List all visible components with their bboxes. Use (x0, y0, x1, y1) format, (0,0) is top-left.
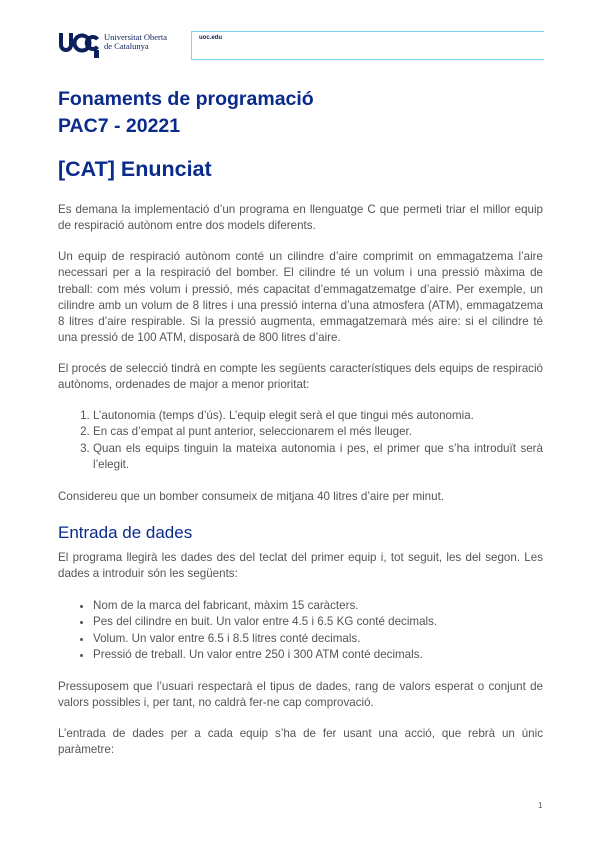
subsection-heading: Entrada de dades (58, 523, 193, 542)
list-item: • Pressió de treball. Un valor entre 250 i 300 ATM conté decimals. (93, 647, 543, 663)
list-item: 1. L’autonomia (temps d’ús). L’equip elegit serà el que tingui més autonomia. (93, 408, 543, 424)
uoc-logo (58, 30, 100, 58)
list-item: • Pes del cilindre en buit. Un valor entre 4.5 i 6.5 KG conté decimals. (93, 614, 543, 630)
intro-paragraph: Es demana la implementació d’un programa en llenguatge C que permeti triar el millor equip de respiració autònom entre dos models diferents. (58, 203, 543, 233)
list-item: 3. Quan els equips tinguin la mateixa autonomia i pes, el primer que s’ha introduït serà l’elegit. (93, 441, 543, 474)
page-number: 1 (538, 801, 543, 810)
input-intro-paragraph: El programa llegirà les dades des del teclat del primer equip i, tot seguit, les del segon. Les dades a introduir són les següents: (58, 551, 543, 581)
course-title: Fonaments de programació (58, 88, 314, 110)
header-label: uoc.edu (199, 35, 223, 41)
section-heading: [CAT] Enunciat (58, 157, 212, 181)
list-item: • Nom de la marca del fabricant, màxim 15 caràcters. (93, 598, 543, 614)
header-top-line (191, 31, 544, 32)
header-bottom-line (191, 59, 544, 60)
action-paragraph: L’entrada de dades per a cada equip s’ha de fer usant una acció, que rebrà un únic paràmetre: (58, 727, 543, 757)
selection-paragraph: El procés de selecció tindrà en compte les següents característiques dels equips de respiració autònoms, ordenades de major a menor prioritat: (58, 362, 543, 392)
list-item: • Volum. Un valor entre 6.5 i 8.5 litres conté decimals. (93, 631, 543, 647)
assignment-code: PAC7 - 20221 (58, 115, 181, 137)
priority-list (58, 408, 543, 473)
consumption-paragraph: Considereu que un bomber consumeix de mitjana 40 litres d’aire per minut. (58, 490, 445, 503)
input-fields-list (58, 598, 543, 663)
header-divider (191, 31, 192, 59)
page-header (58, 27, 544, 63)
assumption-paragraph: Pressuposem que l’usuari respectarà el tipus de dades, rang de valors esperat o conjunt de valors possibles i, per tant, no caldrà fer-ne cap comprovació. (58, 680, 543, 710)
list-item: 2. En cas d’empat al punt anterior, seleccionarem el més lleuger. (93, 424, 543, 440)
description-paragraph: Un equip de respiració autònom conté un cilindre d’aire comprimit on emmagatzema l’aire necessari per a la respiració del bomber. El cilindre té un volum i una pressió màxima de treball: com més volum i pressió, més capacitat d’emmagatzematge d’aire. Per exemple, un cilindre amb un volum de 8 litres i una pressió interna d’una atmosfera (ATM), emmagatzema 8 litres d’aire respirable. Si la pressió augmenta, emmagatzemarà més aire: si el cilindre té una pressió de 100 ATM, disposarà de 800 litres d’aire. (58, 250, 543, 345)
university-name: Universitat Oberta de Catalunya (104, 32, 168, 51)
